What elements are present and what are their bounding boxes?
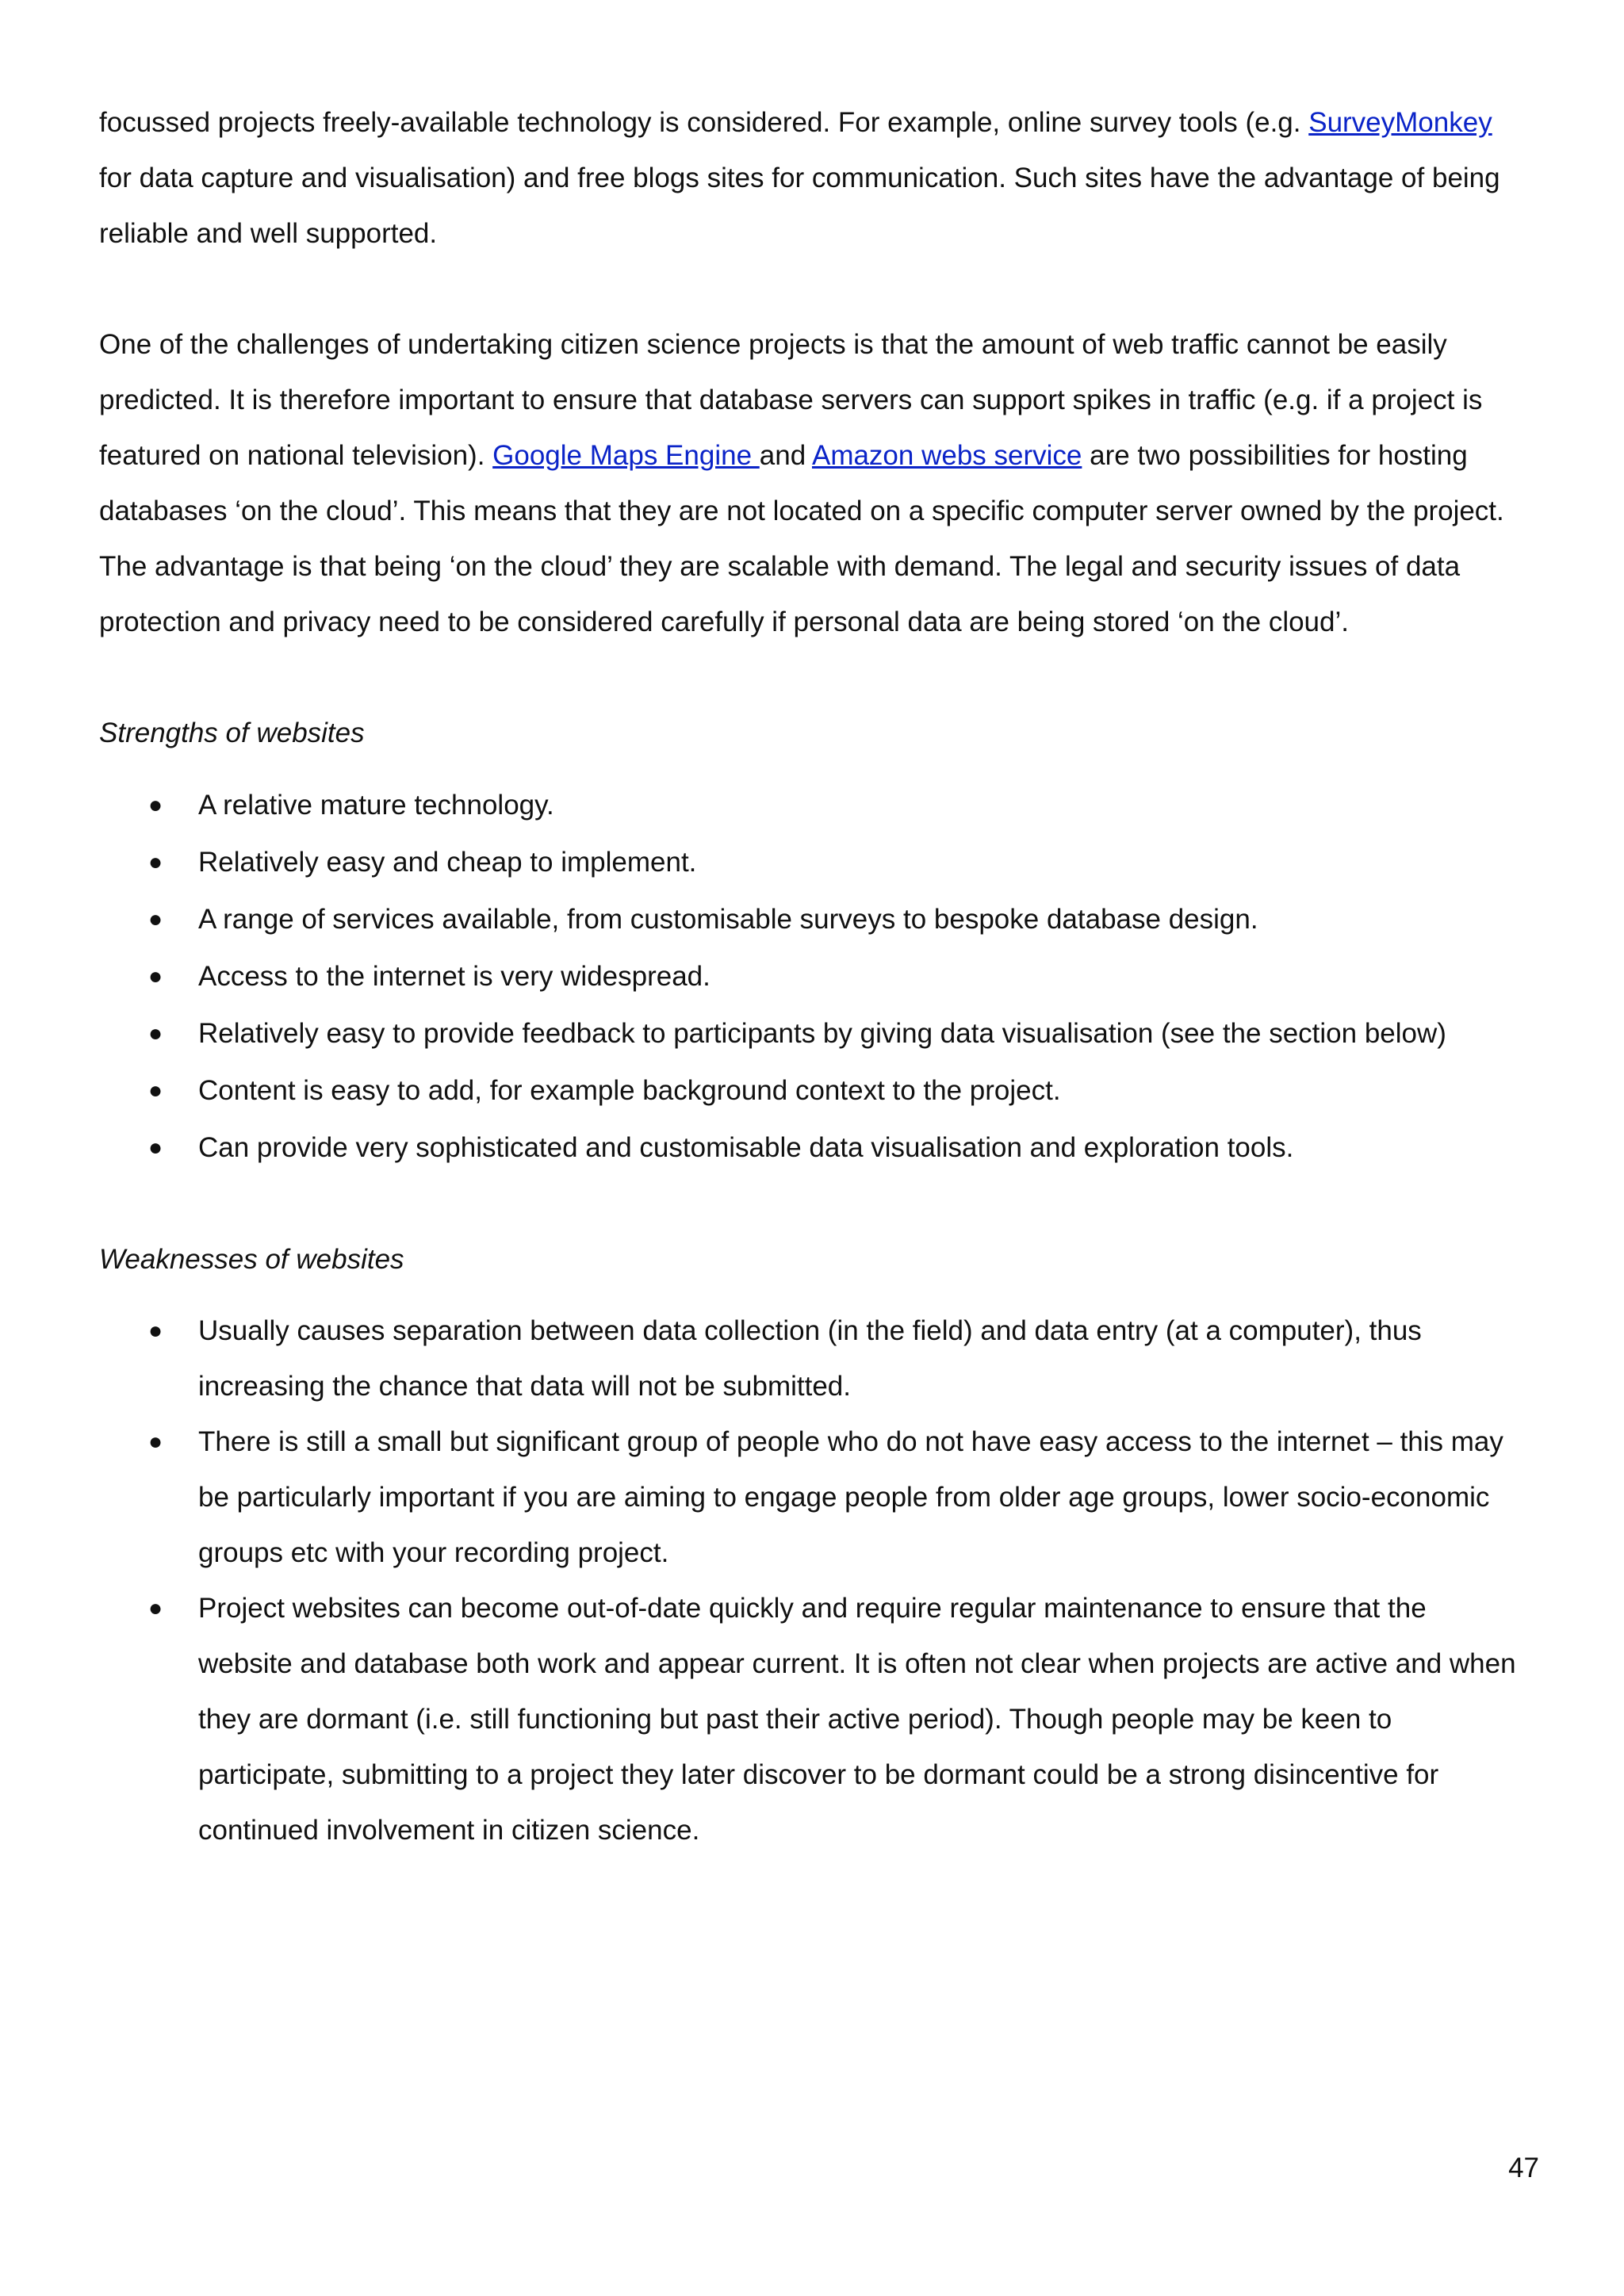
bullet-icon: ● xyxy=(148,906,163,932)
intro-text-end: for data capture and visualisation) and free blogs sites for communication. Such sites have the advantage of being reliable and well supported. xyxy=(99,163,1500,249)
list-item-text: A relative mature technology. xyxy=(198,790,554,821)
amazon-web-services-link[interactable]: Amazon webs service xyxy=(811,440,1082,471)
list-item xyxy=(99,834,1526,891)
bullet-icon: ● xyxy=(148,1595,163,1621)
bullet-icon: ● xyxy=(148,1429,163,1455)
bullet-icon: ● xyxy=(148,1077,163,1104)
document-page xyxy=(99,95,1526,1858)
list-item xyxy=(99,948,1526,1005)
google-maps-engine-link[interactable]: Google Maps Engine xyxy=(492,440,760,471)
list-item xyxy=(99,1119,1526,1177)
list-item-text: Access to the internet is very widespread. xyxy=(198,961,710,992)
list-item-text: Relatively easy to provide feedback to participants by giving data visualisation (see the section below) xyxy=(198,1018,1446,1049)
list-item-text: There is still a small but significant group of people who do not have easy access to the internet – this may be particularly important if you are aiming to engage people from older age groups, lower socio-economic groups etc with your recording project. xyxy=(198,1426,1503,1568)
surveymonkey-link[interactable]: SurveyMonkey xyxy=(1308,107,1492,138)
bullet-icon: ● xyxy=(148,963,163,989)
bullet-icon: ● xyxy=(148,849,163,875)
page-number: 47 xyxy=(1508,2152,1539,2183)
list-item xyxy=(99,1303,1526,1414)
list-item xyxy=(99,1581,1526,1858)
bullet-icon: ● xyxy=(148,792,163,818)
intro-text-start: focussed projects freely-available technology is considered. For example, online survey tools (e.g. xyxy=(99,107,1309,138)
list-item-text: Relatively easy and cheap to implement. xyxy=(198,847,697,878)
list-item xyxy=(99,777,1526,834)
list-item-text: Usually causes separation between data collection (in the field) and data entry (at a computer), thus increasing the chance that data will not be submitted. xyxy=(198,1315,1422,1402)
bullet-icon: ● xyxy=(148,1318,163,1344)
bullet-icon: ● xyxy=(148,1020,163,1047)
strengths-heading: Strengths of websites xyxy=(99,718,365,748)
intro-paragraph xyxy=(99,95,1526,262)
list-item xyxy=(99,891,1526,948)
weaknesses-list xyxy=(99,1303,1526,1858)
cloud-hosting-paragraph xyxy=(99,317,1526,650)
list-item xyxy=(99,1005,1526,1062)
cloud-text-middle: and xyxy=(759,440,812,471)
list-item xyxy=(99,1062,1526,1119)
cloud-text-end: are two possibilities for hosting databases ‘on the cloud’. This means that they are not located on a specific computer server owned by the project. The advantage is that being ‘on the cloud’ they are scalable with demand. The legal and security issues of data protection and privacy need to be considered carefully if personal data are being stored ‘on the cloud’. xyxy=(99,440,1504,637)
weaknesses-heading: Weaknesses of websites xyxy=(99,1244,404,1275)
list-item-text: Content is easy to add, for example background context to the project. xyxy=(198,1075,1061,1106)
bullet-icon: ● xyxy=(148,1135,163,1161)
strengths-list xyxy=(99,777,1526,1177)
cloud-text-start: One of the challenges of undertaking citizen science projects is that the amount of web traffic cannot be easily predicted. It is therefore important to ensure that database servers can support spikes in traffic (e.g. if a project is featured on national television). xyxy=(99,329,1483,471)
list-item-text: Project websites can become out-of-date quickly and require regular maintenance to ensure that the website and database both work and appear current. It is often not clear when projects are active and when they are dormant (i.e. still functioning but past their active period). Though people may be keen to participate, submitting to a project they later discover to be dormant could be a strong disincentive for continued involvement in citizen science. xyxy=(198,1593,1516,1846)
list-item xyxy=(99,1414,1526,1581)
list-item-text: Can provide very sophisticated and customisable data visualisation and exploration tools. xyxy=(198,1132,1294,1163)
list-item-text: A range of services available, from customisable surveys to bespoke database design. xyxy=(198,904,1258,935)
